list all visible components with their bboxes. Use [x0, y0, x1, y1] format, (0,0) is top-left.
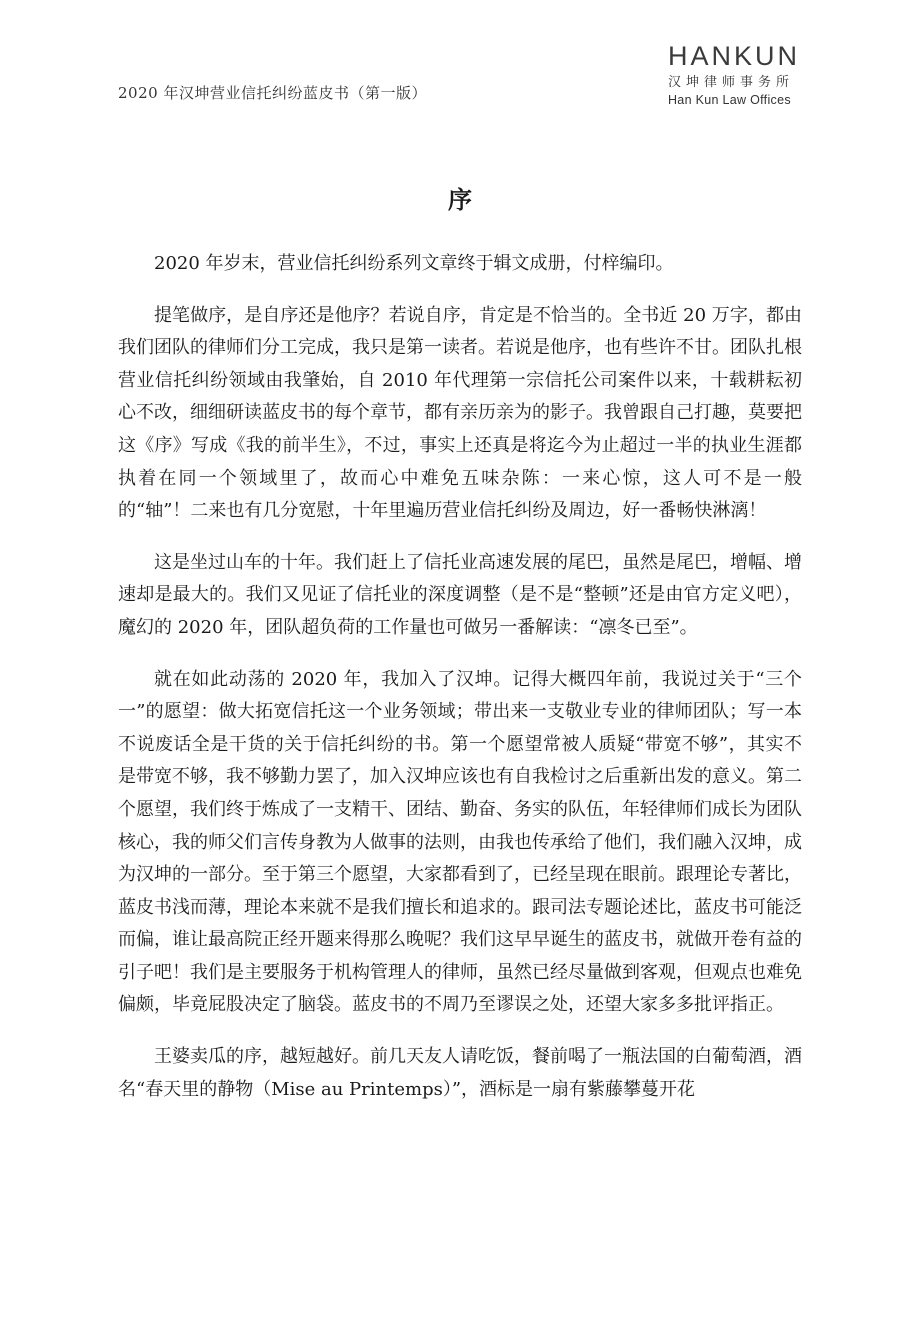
- page-title: 序: [448, 186, 472, 214]
- logo-english-name: Han Kun Law Offices: [667, 93, 791, 107]
- document-header-title: 2020 年汉坤营业信托纠纷蓝皮书（第一版）: [118, 84, 427, 102]
- paragraph: 这是坐过山车的十年。我们赶上了信托业高速发展的尾巴，虽然是尾巴，增幅、增速却是最大的。我们又见证了信托业的深度调整（是不是“整顿”还是由官方定义吧），魔幻的 2020 年，团队超负荷的工作量也可做另一番解读：“凛冬已至”。: [118, 551, 802, 638]
- preface-body: [118, 248, 802, 1125]
- logo-wordmark: HANKUN: [667, 41, 800, 71]
- paragraph: 王婆卖瓜的序，越短越好。前几天友人请吃饭，餐前喝了一瓶法国的白葡萄酒，酒名“春天里的静物（Mise au Printemps）”，酒标是一扇有紫藤攀蔓开花: [118, 1046, 802, 1100]
- paragraph: 2020 年岁末，营业信托纠纷系列文章终于辑文成册，付梓编印。: [154, 253, 674, 274]
- logo-chinese-name: 汉坤律师事务所: [667, 74, 794, 89]
- paragraph: 就在如此动荡的 2020 年，我加入了汉坤。记得大概四年前，我说过关于“三个一”的愿望：做大拓宽信托这一个业务领域；带出来一支敬业专业的律师团队；写一本不说废话全是干货的关于信托纠纷的书。第一个愿望常被人质疑“带宽不够”，其实不是带宽不够，我不够勤力罢了，加入汉坤应该也有自我检讨之后重新出发的意义。第二个愿望，我们终于炼成了一支精干、团结、勤奋、务实的队伍，年轻律师们成长为团队核心，我的师父们言传身教为人做事的法则，由我也传承给了他们，我们融入汉坤，成为汉坤的一部分。至于第三个愿望，大家都看到了，已经呈现在眼前。跟理论专著比，蓝皮书浅而薄，理论本来就不是我们擅长和追求的。跟司法专题论述比，蓝皮书可能泛而偏，谁让最高院正经开题来得那么晚呢？我们这早早诞生的蓝皮书，就做开卷有益的引子吧！我们是主要服务于机构管理人的律师，虽然已经尽量做到客观，但观点也难免偏颇，毕竟屁股决定了脑袋。蓝皮书的不周乃至谬误之处，还望大家多多批评指正。: [118, 668, 802, 1016]
- paragraph: 提笔做序，是自序还是他序？若说自序，肯定是不恰当的。全书近 20 万字，都由我们团队的律师们分工完成，我只是第一读者。若说是他序，也有些许不甘。团队扎根营业信托纠纷领域由我肇始，自 2010 年代理第一宗信托公司案件以来，十载耕耘初心不改，细细研读蓝皮书的每个章节，都有亲历亲为的影子。我曾跟自己打趣，莫要把这《序》写成《我的前半生》，不过，事实上还真是将迄今为止超过一半的执业生涯都执着在同一个领域里了，故而心中难免五味杂陈：一来心惊，这人可不是一般的“轴”！二来也有几分宽慰，十年里遍历营业信托纠纷及周边，好一番畅快淋漓！: [118, 304, 802, 522]
- firm-logo: [668, 42, 800, 108]
